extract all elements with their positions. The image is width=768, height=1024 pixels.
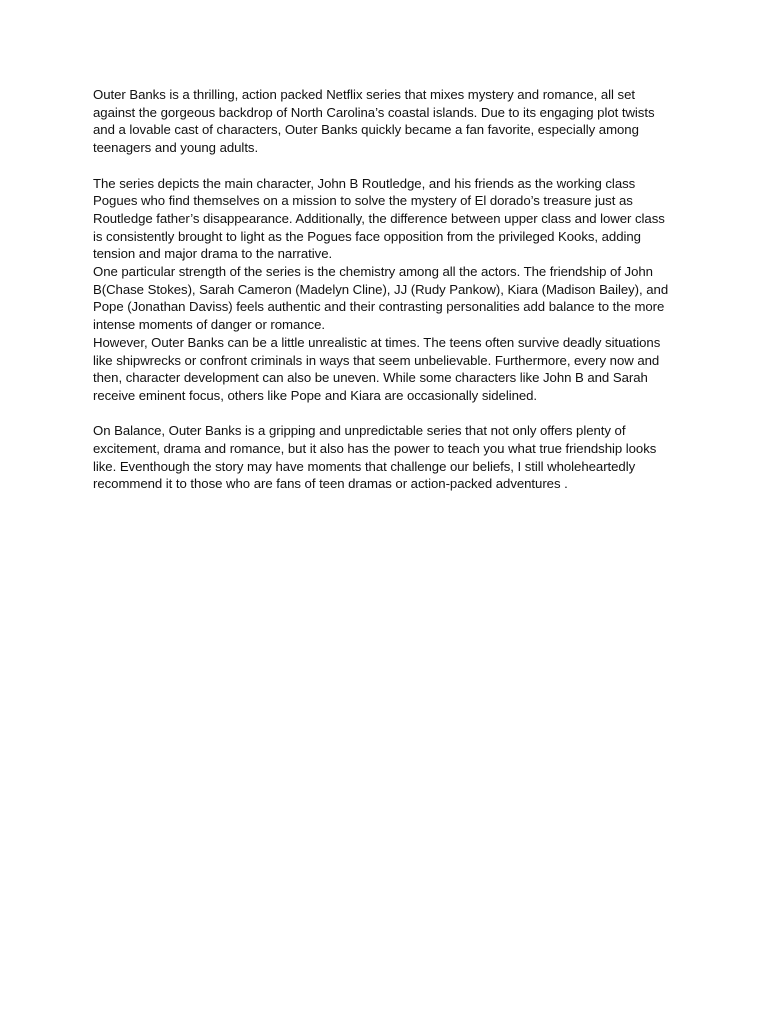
document-body [93,86,677,493]
paragraph-spacer [93,405,677,423]
paragraph-introduction: Outer Banks is a thrilling, action packed Netflix series that mixes mystery and romance, all set against the gorgeous backdrop of North Carolina’s coastal islands. Due to its engaging plot twists and a lovable cast of characters, Outer Banks quickly became a fan favorite, especially among teenagers and young adults. [93,87,655,156]
paragraph-strength: One particular strength of the series is the chemistry among all the actors. The friendship of John B(Chase Stokes), Sarah Cameron (Madelyn Cline), JJ (Rudy Pankow), Kiara (Madison Bailey), and Pope (Jonathan Daviss) feels authentic and their contrasting personalities add balance to the more intense moments of danger or romance. [93,264,669,333]
paragraph-weakness: However, Outer Banks can be a little unrealistic at times. The teens often survive deadly situations like shipwrecks or confront criminals in ways that seem unbelievable. Furthermore, every now and then, character development can also be uneven. While some characters like John B and Sarah receive eminent focus, others like Pope and Kiara are occasionally sidelined. [93,334,661,403]
paragraph-plot: The series depicts the main character, John B Routledge, and his friends as the working class Pogues who find themselves on a mission to solve the mystery of El dorado’s treasure just as Routledge father’s disappearance. Additionally, the difference between upper class and lower class is consistently brought to light as the Pogues face opposition from the privileged Kooks, adding tension and major drama to the narrative. [93,175,665,262]
paragraph-conclusion: On Balance, Outer Banks is a gripping and unpredictable series that not only offers plenty of excitement, drama and romance, but it also has the power to teach you what true friendship looks like. Eventhough the story may have moments that challenge our beliefs, I still wholeheartedly recommend it to those who are fans of teen dramas or action-packed adventures . [93,423,657,492]
paragraph-spacer [93,157,677,175]
